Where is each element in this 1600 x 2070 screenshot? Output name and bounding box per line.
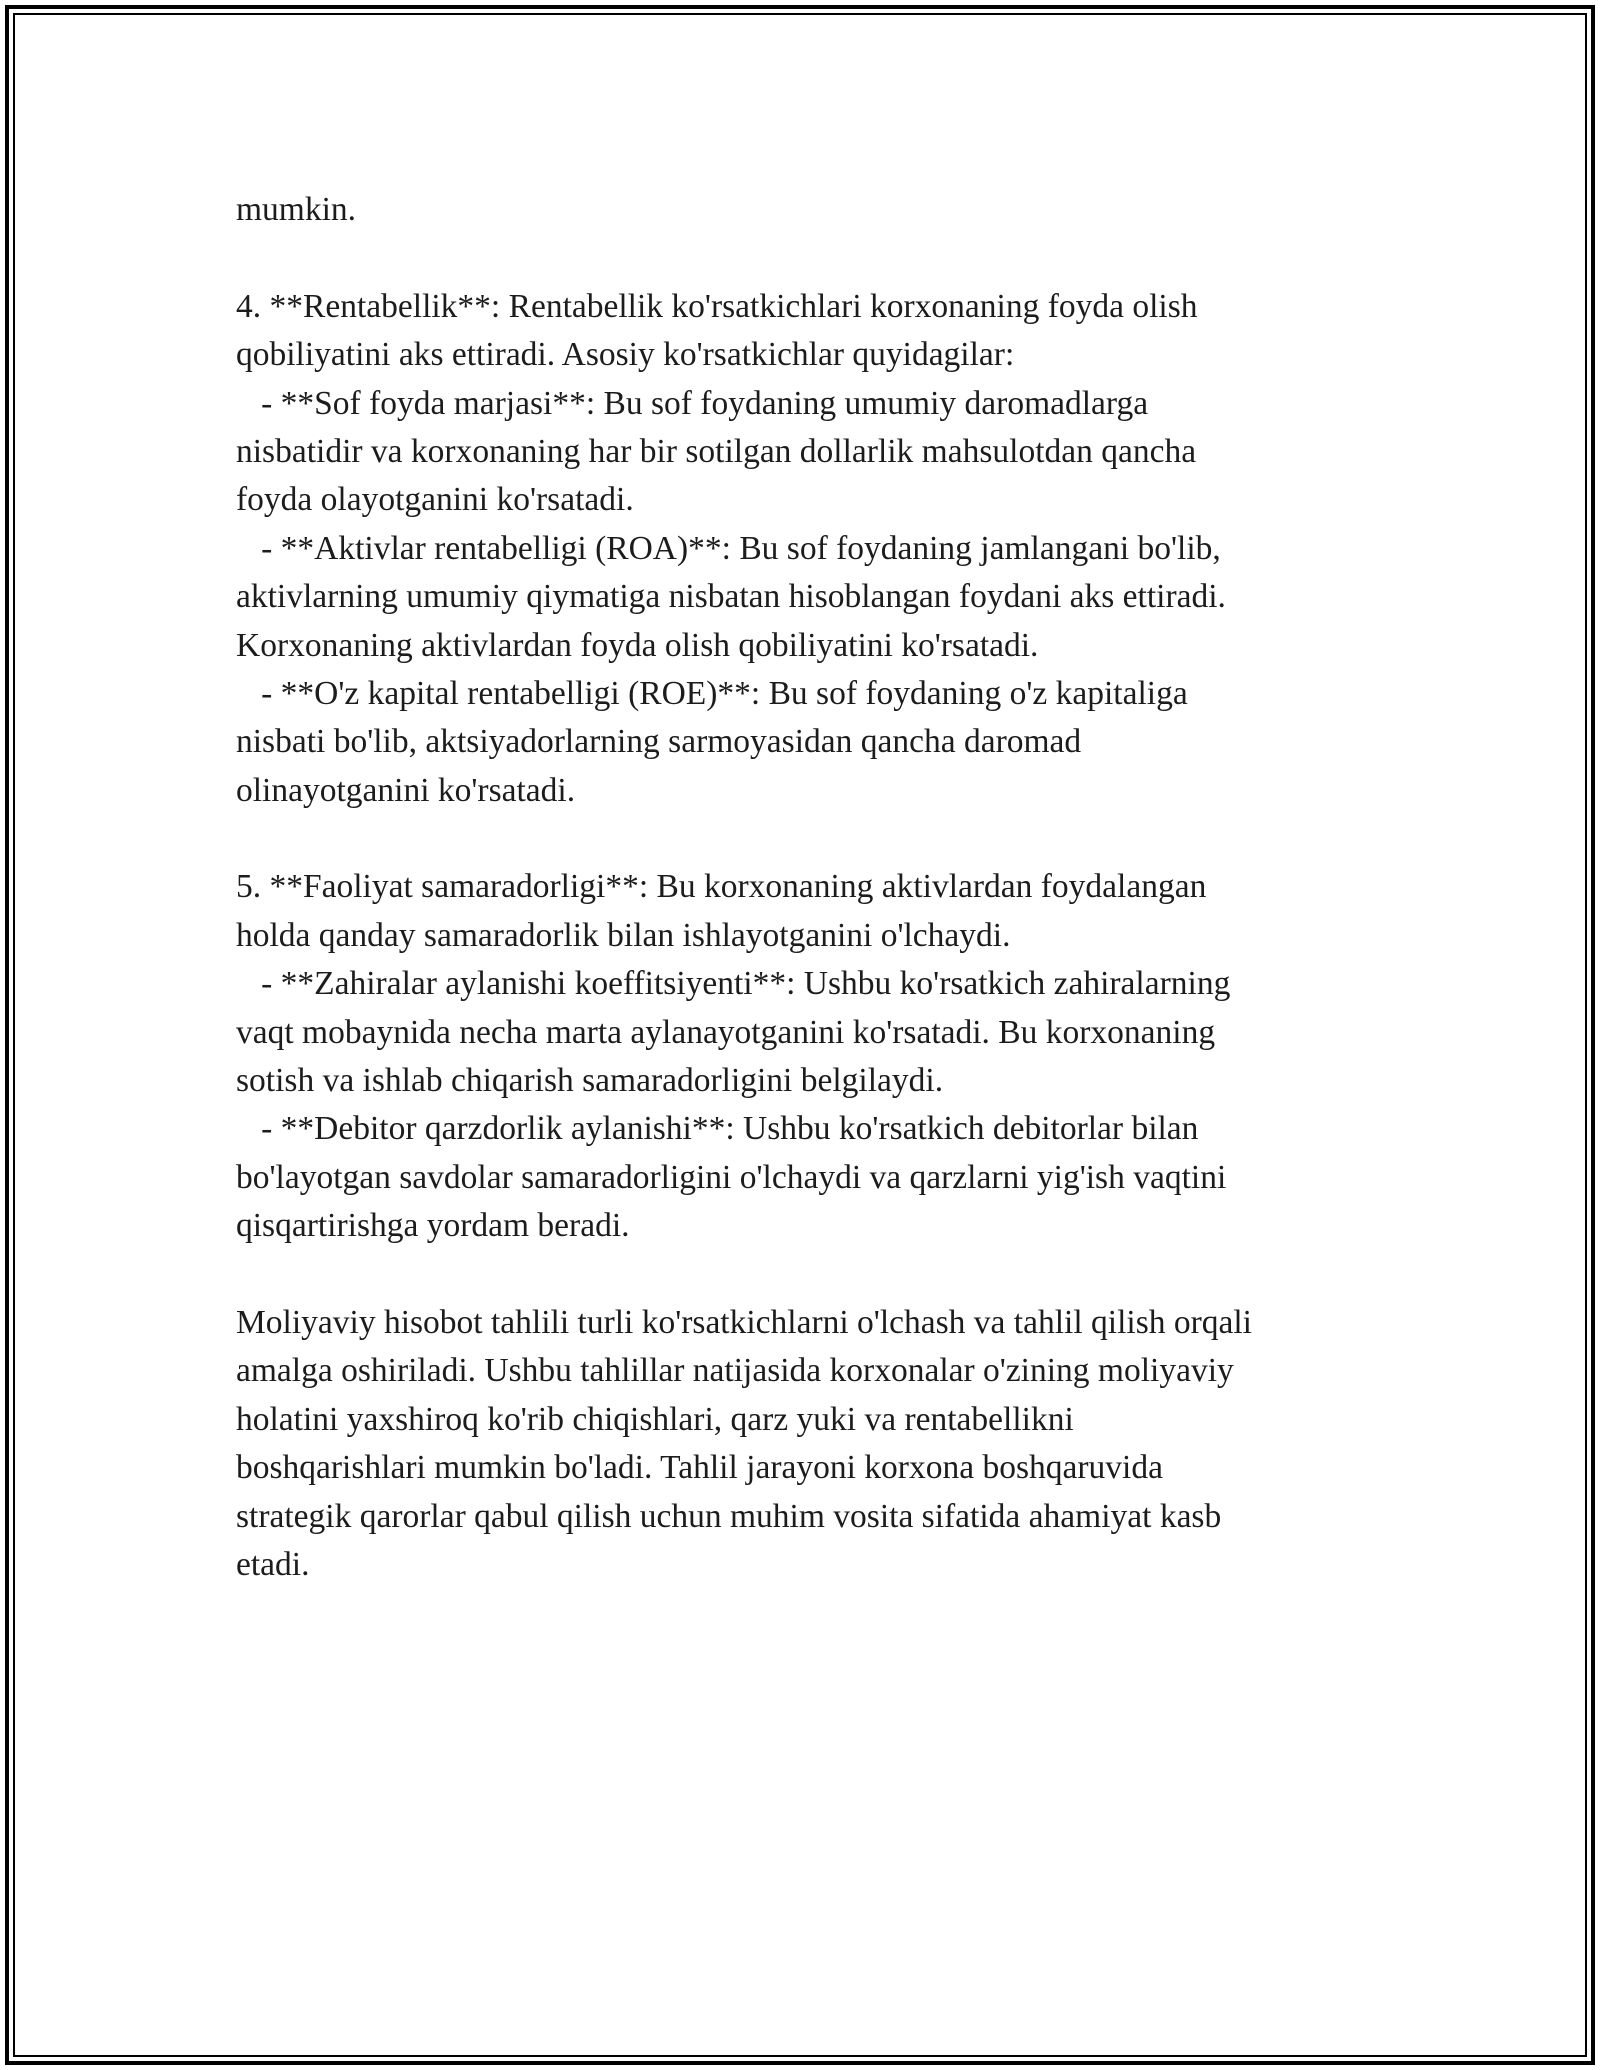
- text-line: aktivlarning umumiy qiymatiga nisbatan hisoblangan foydani aks ettiradi.: [236, 578, 1226, 616]
- text-line: olinayotganini ko'rsatadi.: [236, 771, 576, 809]
- text-line: mumkin.: [236, 191, 357, 228]
- text-line: etadi.: [236, 1545, 310, 1583]
- blank-line: [236, 815, 1376, 863]
- blank-line: [236, 1251, 1376, 1299]
- text-line: nisbatidir va korxonaning har bir sotilgan dollarlik mahsulotdan qancha: [236, 432, 1197, 470]
- text-line: - **Zahiralar aylanishi koeffitsiyenti**: Ushbu ko'rsatkich zahiralarning: [236, 965, 1231, 1003]
- text-line: bo'layotgan savdolar samaradorligini o'lchaydi va qarzlarni yig'ish vaqtini: [236, 1158, 1227, 1196]
- text-line: vaqt mobaynida necha marta aylanayotganini ko'rsatadi. Bu korxonaning: [236, 1013, 1216, 1051]
- text-line: boshqarishlari mumkin bo'ladi. Tahlil jarayoni korxona boshqaruvida: [236, 1449, 1163, 1487]
- text-line: 4. **Rentabellik**: Rentabellik ko'rsatkichlari korxonaning foyda olish: [236, 287, 1198, 325]
- text-line: foyda olayotganini ko'rsatadi.: [236, 481, 634, 519]
- document-body: [236, 186, 1376, 1589]
- text-line: qobiliyatini aks ettiradi. Asosiy ko'rsatkichlar quyidagilar:: [236, 336, 1015, 374]
- text-line: - **O'z kapital rentabelligi (ROE)**: Bu sof foydaning o'z kapitaliga: [236, 674, 1188, 712]
- text-line: - **Debitor qarzdorlik aylanishi**: Ushbu ko'rsatkich debitorlar bilan: [236, 1110, 1199, 1148]
- text-line: nisbati bo'lib, aktsiyadorlarning sarmoyasidan qancha daromad: [236, 723, 1082, 761]
- blank-line: [236, 234, 1376, 282]
- text-line: 5. **Faoliyat samaradorligi**: Bu korxonaning aktivlardan foydalangan: [236, 868, 1207, 906]
- text-line: - **Sof foyda marjasi**: Bu sof foydaning umumiy daromadlarga: [236, 384, 1149, 422]
- text-line: Korxonaning aktivlardan foyda olish qobiliyatini ko'rsatadi.: [236, 626, 1039, 664]
- text-line: - **Aktivlar rentabelligi (ROA)**: Bu sof foydaning jamlangani bo'lib,: [236, 529, 1221, 567]
- text-line: holatini yaxshiroq ko'rib chiqishlari, qarz yuki va rentabellikni: [236, 1400, 1074, 1438]
- text-line: qisqartirishga yordam beradi.: [236, 1207, 630, 1245]
- text-line: sotish va ishlab chiqarish samaradorligini belgilaydi.: [236, 1062, 944, 1100]
- text-line: holda qanday samaradorlik bilan ishlayotganini o'lchaydi.: [236, 916, 1011, 954]
- text-line: strategik qarorlar qabul qilish uchun muhim vosita sifatida ahamiyat kasb: [236, 1497, 1222, 1535]
- text-line: amalga oshiriladi. Ushbu tahlillar natijasida korxonalar o'zining moliyaviy: [236, 1352, 1234, 1390]
- text-line: Moliyaviy hisobot tahlili turli ko'rsatkichlarni o'lchash va tahlil qilish orqali: [236, 1303, 1252, 1341]
